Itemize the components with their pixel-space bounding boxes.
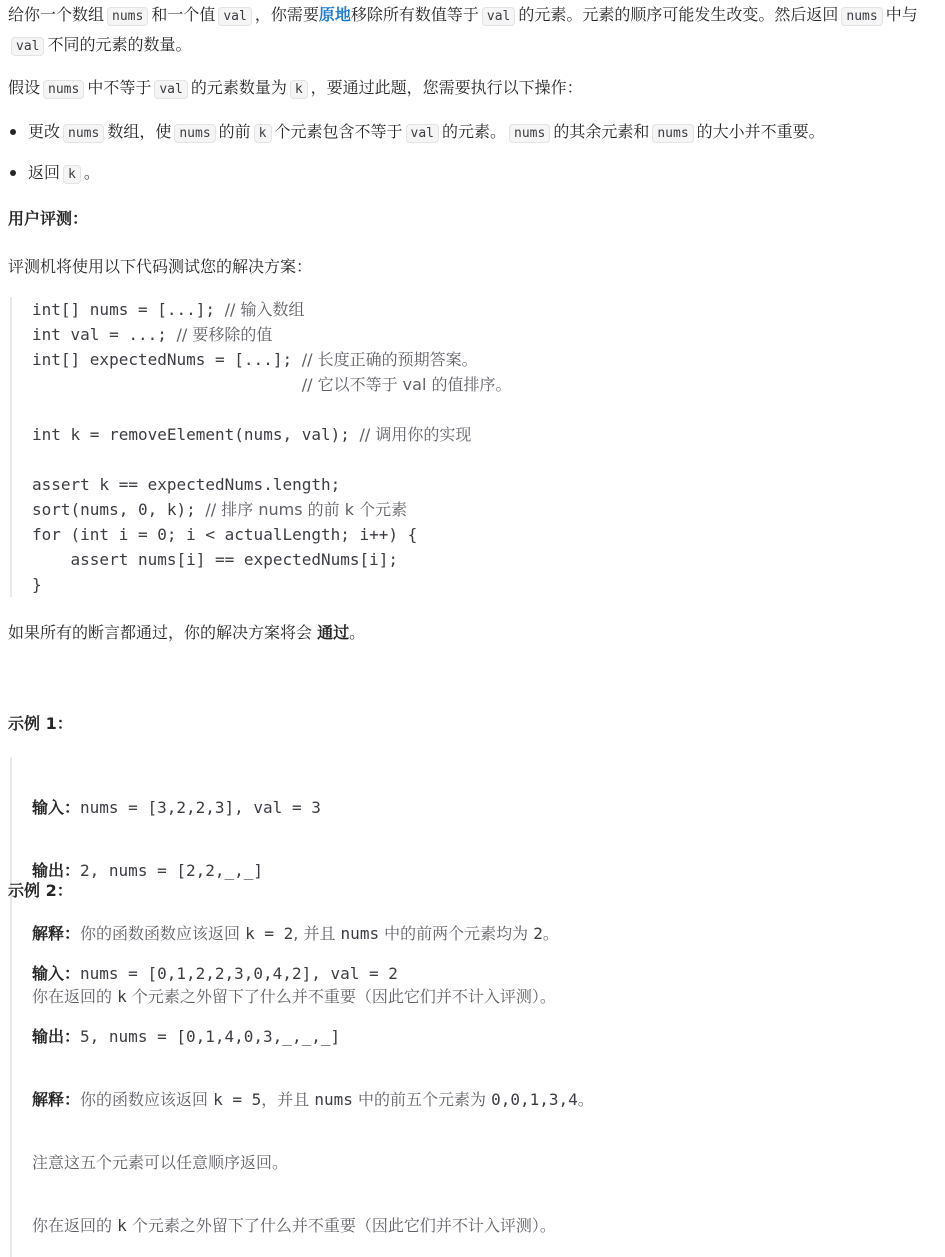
code-text: int val = ...; [32, 325, 177, 344]
text: 的元素。 [442, 122, 507, 141]
code-val: val [11, 37, 44, 56]
code-text: for (int i = 0; i < actualLength; i++) { [32, 525, 418, 544]
code-val: val [218, 7, 251, 26]
code-text: 0,0,1,3,4 [491, 1090, 578, 1109]
code-text: k [117, 1216, 127, 1235]
code-line [32, 522, 925, 547]
explain-label: 解释： [32, 924, 81, 943]
code-text: } [32, 575, 42, 594]
code-text: int[] expectedNums = [...]; [32, 350, 302, 369]
text: 不同的元素的数量。 [47, 35, 192, 54]
text: 中的前五个元素为 [352, 1090, 492, 1109]
code-line [32, 297, 925, 322]
code-text: nums [314, 1090, 353, 1109]
code-line [32, 547, 925, 572]
bullet-dot [10, 170, 16, 176]
example-1-title: 示例 1： [8, 714, 73, 733]
text: 的其余元素和 [553, 122, 650, 141]
code-nums: nums [63, 124, 104, 143]
text: 你的函数函数应该返回 [80, 924, 246, 943]
code-line [32, 497, 925, 522]
code-nums: nums [509, 124, 550, 143]
text: 如果所有的断言都通过，你的解决方案将会 [8, 623, 313, 642]
text: ，要通过此题，您需要执行以下操作： [310, 78, 583, 97]
code-val: val [406, 124, 439, 143]
code-text [32, 375, 302, 394]
code-k: k [290, 80, 308, 99]
code-line [32, 422, 925, 447]
input-label: 输入： [32, 798, 81, 817]
text: 返回 [28, 163, 61, 182]
list-item [28, 118, 935, 148]
text: 。 [83, 163, 100, 182]
code-text: 2 [533, 924, 543, 943]
code-line [32, 472, 925, 497]
output-label: 输出： [32, 861, 81, 880]
text: 你在返回的 [32, 1216, 118, 1235]
code-comment: // 要移除的值 [176, 325, 273, 344]
example-output: 2, nums = [2,2,_,_] [80, 861, 264, 880]
text: 中与 [885, 5, 918, 24]
requirements-paragraph [8, 74, 925, 104]
code-comment: // 长度正确的预期答案。 [301, 350, 478, 369]
code-k: k [63, 165, 81, 184]
text: , 并且 [293, 924, 341, 943]
code-val: val [154, 80, 187, 99]
text: 中不等于 [87, 78, 152, 97]
text: 数组，使 [107, 122, 172, 141]
code-line [32, 347, 925, 372]
example-input: nums = [3,2,2,3], val = 3 [80, 798, 321, 817]
text: 注意这五个元素可以任意顺序返回。 [32, 1153, 289, 1172]
explain-label: 解释： [32, 1090, 81, 1109]
judge-code-block [10, 297, 925, 597]
code-k: k [254, 124, 272, 143]
example-2-block [10, 923, 925, 1257]
text: 个元素包含不等于 [274, 122, 403, 141]
input-label: 输入： [32, 964, 81, 983]
code-val: val [482, 7, 515, 26]
code-line [32, 372, 925, 397]
code-text: assert nums[i] == expectedNums[i]; [32, 550, 399, 569]
code-line [32, 322, 925, 347]
code-text: k = 5 [213, 1090, 262, 1109]
code-line [32, 447, 925, 472]
judge-heading: 用户评测： [8, 209, 89, 228]
text: 和一个值 [151, 5, 216, 24]
code-text: int k = removeElement(nums, val); [32, 425, 360, 444]
text: 给你一个数组 [8, 5, 105, 24]
text: 中的前两个元素均为 [379, 924, 534, 943]
text: 。 [349, 623, 366, 642]
code-text: sort(nums, 0, k); [32, 500, 206, 519]
pass-bold: 通过 [317, 623, 350, 642]
code-text: assert k == expectedNums.length; [32, 475, 341, 494]
text: 的前 [218, 122, 251, 141]
code-comment: // 它以不等于 val 的值排序。 [301, 375, 512, 394]
text: 假设 [8, 78, 41, 97]
list-item [28, 159, 935, 189]
text: ，并且 [261, 1090, 315, 1109]
text: 个元素之外留下了什么并不重要（因此它们并不计入评测）。 [126, 1216, 556, 1235]
text: 移除所有数值等于 [350, 5, 479, 24]
pass-paragraph [8, 619, 925, 647]
code-comment: // 输入数组 [224, 300, 305, 319]
code-text: int[] nums = [...]; [32, 300, 225, 319]
code-line [32, 572, 925, 597]
text: 。 [577, 1090, 594, 1109]
example-2-title: 示例 2： [8, 881, 73, 900]
code-nums: nums [841, 7, 882, 26]
judge-intro: 评测机将使用以下代码测试您的解决方案： [8, 257, 313, 276]
code-line [32, 397, 925, 422]
code-comment: // 排序 nums 的前 k 个元素 [205, 500, 408, 519]
text: ，你需要 [254, 5, 319, 24]
text: 更改 [28, 122, 61, 141]
code-nums: nums [652, 124, 693, 143]
code-text: k [117, 987, 127, 1006]
code-nums: nums [107, 7, 148, 26]
text: 的元素。元素的顺序可能发生改变。然后返回 [518, 5, 839, 24]
text: 你的函数应该返回 [80, 1090, 214, 1109]
text: 。 [542, 924, 559, 943]
code-nums: nums [43, 80, 84, 99]
code-text: nums [340, 924, 380, 943]
code-comment: // 调用你的实现 [359, 425, 472, 444]
in-place-link[interactable]: 原地 [318, 5, 351, 24]
bullet-dot [10, 129, 16, 135]
example-input: nums = [0,1,2,2,3,0,4,2], val = 2 [80, 964, 398, 983]
output-label: 输出： [32, 1027, 81, 1046]
code-text: k = 2 [245, 924, 294, 943]
text: 的大小并不重要。 [696, 122, 825, 141]
intro-paragraph [8, 1, 925, 61]
example-output: 5, nums = [0,1,4,0,3,_,_,_] [80, 1027, 341, 1046]
code-nums: nums [174, 124, 215, 143]
text: 的元素数量为 [190, 78, 287, 97]
text: 你在返回的 [32, 987, 118, 1006]
text: 个元素之外留下了什么并不重要（因此它们并不计入评测）。 [126, 987, 556, 1006]
